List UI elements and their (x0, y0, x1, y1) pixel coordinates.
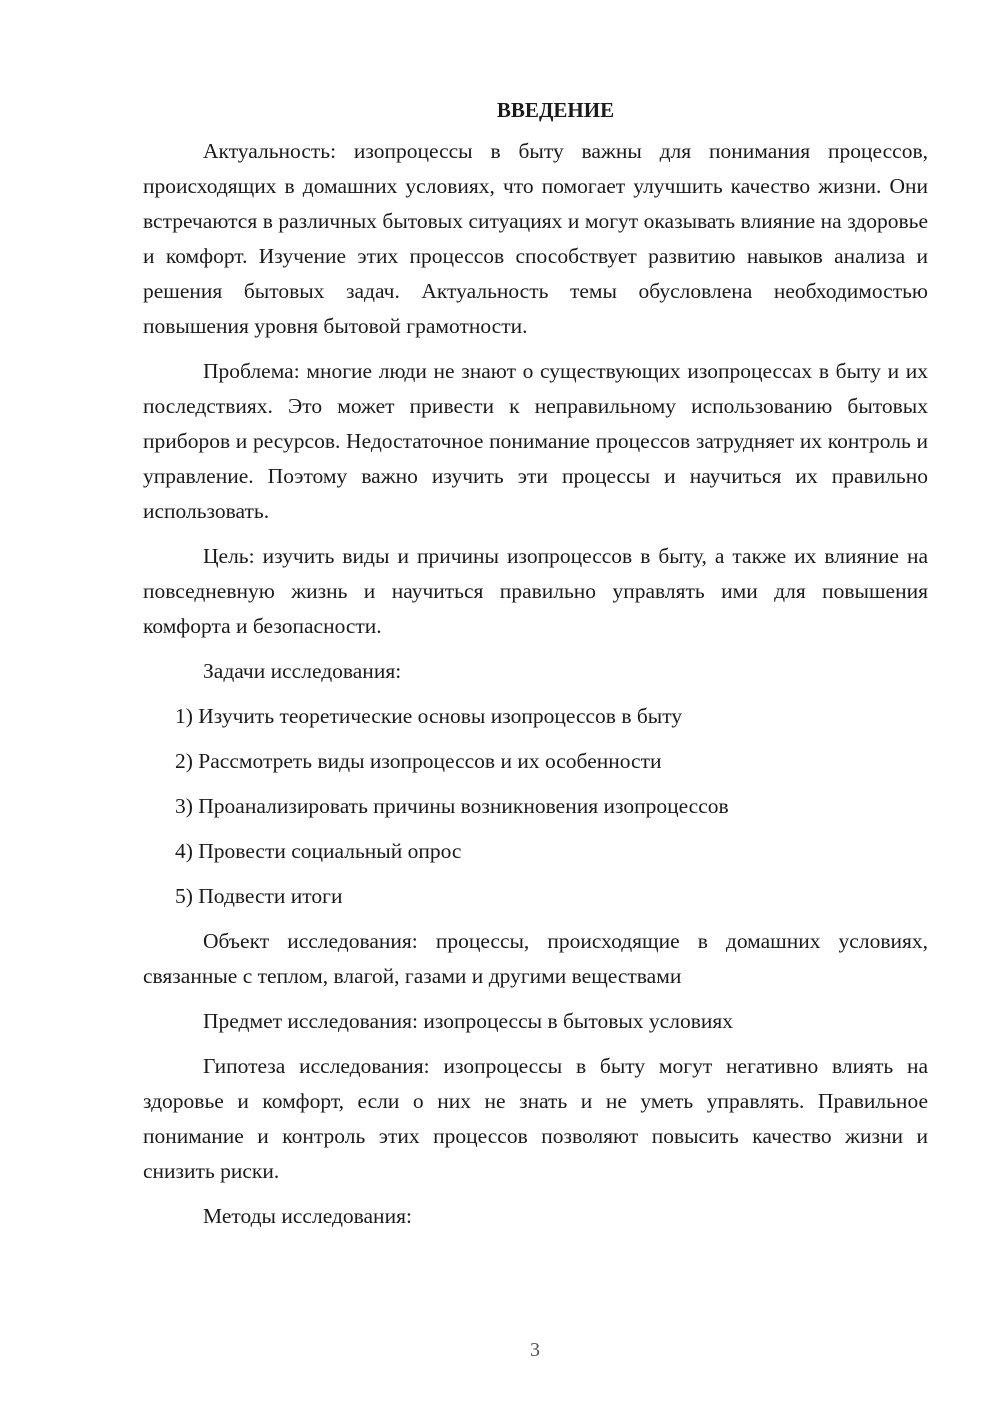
list-item: 2) Рассмотреть виды изопроцессов и их особенности (175, 749, 662, 773)
tasks-heading: Задачи исследования: (203, 659, 402, 683)
tasks-list (143, 699, 928, 914)
list-item: 4) Провести социальный опрос (175, 839, 462, 863)
paragraph-hypothesis: Гипотеза исследования: изопроцессы в быту могут негативно влиять на здоровье и комфорт, если о них не знать и не уметь управлять. Правильное понимание и контроль этих процессов позволяют повысить качество жизни и снизить риски. (143, 1054, 928, 1183)
paragraph-object: Объект исследования: процессы, происходящие в домашних условиях, связанные с теплом, влагой, газами и другими веществами (143, 929, 928, 988)
paragraph-relevance: Актуальность: изопроцессы в быту важны для понимания процессов, происходящих в домашних условиях, что помогает улучшить качество жизни. Они встречаются в различных бытовых ситуациях и могут оказывать влияние на здоровье и комфорт. Изучение этих процессов способствует развитию навыков анализа и решения бытовых задач. Актуальность темы обусловлена необходимостью повышения уровня бытовой грамотности. (143, 139, 928, 338)
methods-heading: Методы исследования: (203, 1204, 412, 1228)
paragraph-subject: Предмет исследования: изопроцессы в бытовых условиях (203, 1009, 734, 1033)
paragraph-goal: Цель: изучить виды и причины изопроцессов в быту, а также их влияние на повседневную жизнь и научиться правильно управлять ими для повышения комфорта и безопасности. (143, 544, 928, 638)
list-item: 3) Проанализировать причины возникновения изопроцессов (175, 794, 729, 818)
paragraph-problem: Проблема: многие люди не знают о существующих изопроцессах в быту и их последствиях. Это может привести к неправильному использованию бытовых приборов и ресурсов. Недостаточное понимание процессов затрудняет их контроль и управление. Поэтому важно изучить эти процессы и научиться их правильно использовать. (143, 359, 928, 523)
page-title: ВВЕДЕНИЕ (496, 98, 615, 122)
page-content (143, 93, 928, 1244)
page-number: 3 (530, 1339, 540, 1361)
list-item: 1) Изучить теоретические основы изопроцессов в быту (175, 704, 683, 728)
list-item: 5) Подвести итоги (175, 884, 343, 908)
